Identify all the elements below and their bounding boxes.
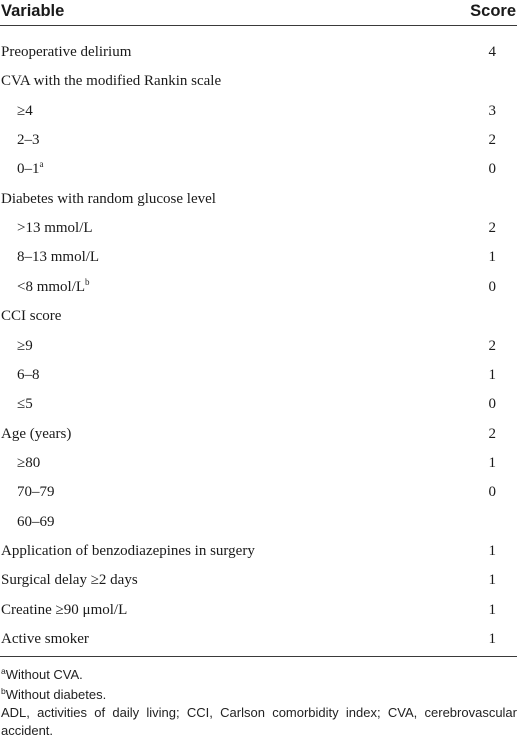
footnote-marker: b	[85, 276, 90, 287]
row-label-text: 2–3	[17, 132, 40, 149]
row-label	[17, 332, 33, 361]
footnote-a-mark: a	[1, 666, 6, 676]
table-row	[0, 126, 517, 155]
table-row	[0, 478, 517, 507]
row-score: 3	[488, 102, 496, 119]
row-label-text: Surgical delay ≥2 days	[1, 572, 138, 589]
row-label-text: Diabetes with random glucose level	[1, 190, 216, 207]
table-row	[0, 38, 517, 67]
row-score: 0	[488, 278, 496, 295]
table-row	[0, 566, 517, 595]
row-label-text: Application of benzodiazepines in surgery	[1, 542, 255, 559]
row-label-text: Age (years)	[1, 425, 72, 442]
row-label-text: Creatine ≥90 μmol/L	[1, 601, 128, 618]
table-row	[0, 67, 517, 96]
row-label-text: CVA with the modified Rankin scale	[1, 73, 222, 90]
table-row	[0, 332, 517, 361]
row-label-text: 0–1	[17, 161, 40, 178]
row-label	[17, 126, 40, 155]
table-row	[0, 361, 517, 390]
row-label	[17, 155, 44, 184]
row-label	[17, 508, 55, 537]
row-label-text: Active smoker	[1, 631, 89, 647]
table-row	[0, 243, 517, 272]
row-label	[1, 420, 71, 449]
row-label-text: <8 mmol/L	[17, 278, 86, 295]
row-label	[17, 273, 90, 302]
row-label	[17, 361, 40, 390]
row-label-text: ≥4	[17, 102, 33, 119]
row-label	[17, 449, 40, 478]
row-score: 1	[488, 249, 496, 266]
header-variable: Variable	[1, 2, 65, 20]
header-rule	[0, 25, 517, 26]
footnote-a-text: Without CVA.	[5, 667, 83, 682]
row-score: 1	[488, 631, 496, 647]
footnote-b-mark: b	[1, 686, 6, 696]
table-row	[0, 273, 517, 302]
row-label	[17, 390, 33, 419]
table-row	[0, 449, 517, 478]
footnote-a	[1, 666, 83, 684]
row-score: 0	[488, 396, 496, 413]
footnote-marker: a	[39, 159, 44, 170]
row-label	[1, 537, 255, 566]
row-label	[17, 478, 55, 507]
row-label	[17, 214, 93, 243]
row-score: 0	[488, 484, 496, 501]
table-row	[0, 625, 517, 654]
row-score: 2	[488, 132, 496, 149]
row-score: 1	[488, 601, 496, 618]
row-label	[1, 302, 61, 331]
row-score: 1	[488, 454, 496, 471]
table-row	[0, 302, 517, 331]
row-score: 2	[488, 425, 496, 442]
table-row	[0, 155, 517, 184]
row-score: 0	[488, 161, 496, 178]
row-score: 2	[488, 337, 496, 354]
abbreviations-note: ADL, activities of daily living; CCI, Carlson comorbidity index; CVA, cerebrovascular accident.	[1, 705, 517, 738]
row-label-text: 60–69	[17, 513, 55, 530]
table-row	[0, 508, 517, 537]
row-score: 4	[488, 44, 496, 60]
table-row	[0, 537, 517, 566]
table-row	[0, 185, 517, 214]
footnote-b-text: Without diabetes.	[5, 687, 107, 702]
table-row	[0, 214, 517, 243]
row-label	[1, 67, 221, 96]
row-label-text: >13 mmol/L	[17, 220, 93, 237]
footnote-b	[1, 686, 106, 704]
row-label-text: ≤5	[17, 396, 33, 413]
header-score: Score	[470, 2, 516, 20]
row-label	[1, 38, 131, 67]
row-label	[17, 243, 99, 272]
row-label-text: 70–79	[17, 484, 55, 501]
table-row	[0, 390, 517, 419]
row-label-text: 6–8	[17, 366, 40, 383]
table-bottom-rule	[0, 656, 517, 657]
row-label-text: ≥80	[17, 454, 41, 471]
row-score: 1	[488, 366, 496, 383]
row-score: 1	[488, 572, 496, 589]
row-label	[1, 625, 89, 654]
table-row	[0, 596, 517, 625]
row-label	[1, 596, 127, 625]
row-label	[1, 566, 138, 595]
row-score: 1	[488, 542, 496, 559]
row-label	[17, 97, 33, 126]
row-label	[1, 185, 216, 214]
table-row	[0, 420, 517, 449]
row-score: 2	[488, 220, 496, 237]
row-label-text: CCI score	[1, 308, 62, 325]
row-label-text: ≥9	[17, 337, 33, 354]
row-label-text: 8–13 mmol/L	[17, 249, 100, 266]
row-label-text: Preoperative delirium	[1, 44, 132, 60]
table-row	[0, 97, 517, 126]
